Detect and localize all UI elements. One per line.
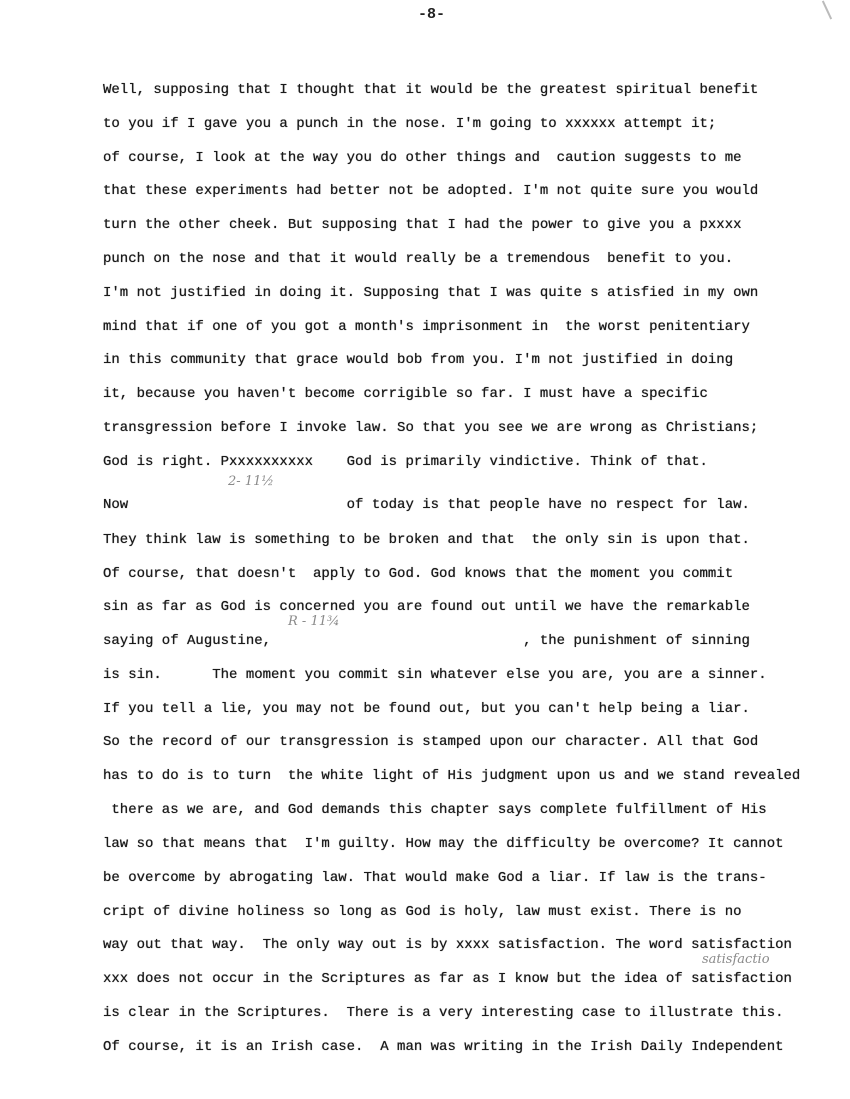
text-line: transgression before I invoke law. So that you see we are wrong as Christians; [103,420,759,436]
text-line: sin as far as God is concerned you are found out until we have the remarkable [103,599,750,615]
text-line: xxx does not occur in the Scriptures as far as I know but the idea of satisfaction [103,971,792,987]
text-line: turn the other cheek. But supposing that I had the power to give you a pxxxx [103,217,742,233]
text-line: in this community that grace would bob from you. I'm not justified in doing [103,352,734,368]
handwritten-note: 2- 11½ [228,474,274,489]
text-line: law so that means that I'm guilty. How may the difficulty be overcome? It cannot [103,836,784,852]
text-line: is clear in the Scriptures. There is a very interesting case to illustrate this. [103,1005,784,1021]
handwritten-note: R - 11¾ [288,614,340,629]
text-line: to you if I gave you a punch in the nose. I'm going to xxxxxx attempt it; [103,116,717,132]
text-line: cript of divine holiness so long as God is holy, law must exist. There is no [103,904,742,920]
text-line: I'm not justified in doing it. Supposing that I was quite s atisfied in my own [103,285,759,301]
handwritten-note: satisfactio [702,952,770,967]
text-line: way out that way. The only way out is by xxxx satisfaction. The word satisfaction [103,937,792,953]
page-number: -8- [418,6,446,23]
corner-mark [822,1,832,20]
text-line: be overcome by abrogating law. That would make God a liar. If law is the trans- [103,870,767,886]
text-line: God is right. Pxxxxxxxxxx God is primarily vindictive. Think of that. [103,454,708,470]
text-line: They think law is something to be broken and that the only sin is upon that. [103,532,750,548]
text-line: Well, supposing that I thought that it would be the greatest spiritual benefit [103,82,759,98]
text-line: of course, I look at the way you do other things and caution suggests to me [103,150,742,166]
text-line: punch on the nose and that it would really be a tremendous benefit to you. [103,251,734,267]
text-line: mind that if one of you got a month's imprisonment in the worst penitentiary [103,319,750,335]
text-line: saying of Augustine, , the punishment of sinning [103,633,750,649]
text-line: So the record of our transgression is stamped upon our character. All that God [103,734,759,750]
text-line: Now of today is that people have no respect for law. [103,497,750,513]
text-line: there as we are, and God demands this chapter says complete fulfillment of His [103,802,767,818]
text-line: has to do is to turn the white light of His judgment upon us and we stand revealed [103,768,801,784]
text-line: that these experiments had better not be adopted. I'm not quite sure you would [103,183,759,199]
text-line: Of course, that doesn't apply to God. God knows that the moment you commit [103,566,734,582]
text-line: it, because you haven't become corrigible so far. I must have a specific [103,386,708,402]
text-line: If you tell a lie, you may not be found out, but you can't help being a liar. [103,701,750,717]
text-line: is sin. The moment you commit sin whatever else you are, you are a sinner. [103,667,767,683]
text-line: Of course, it is an Irish case. A man was writing in the Irish Daily Independent [103,1039,784,1055]
